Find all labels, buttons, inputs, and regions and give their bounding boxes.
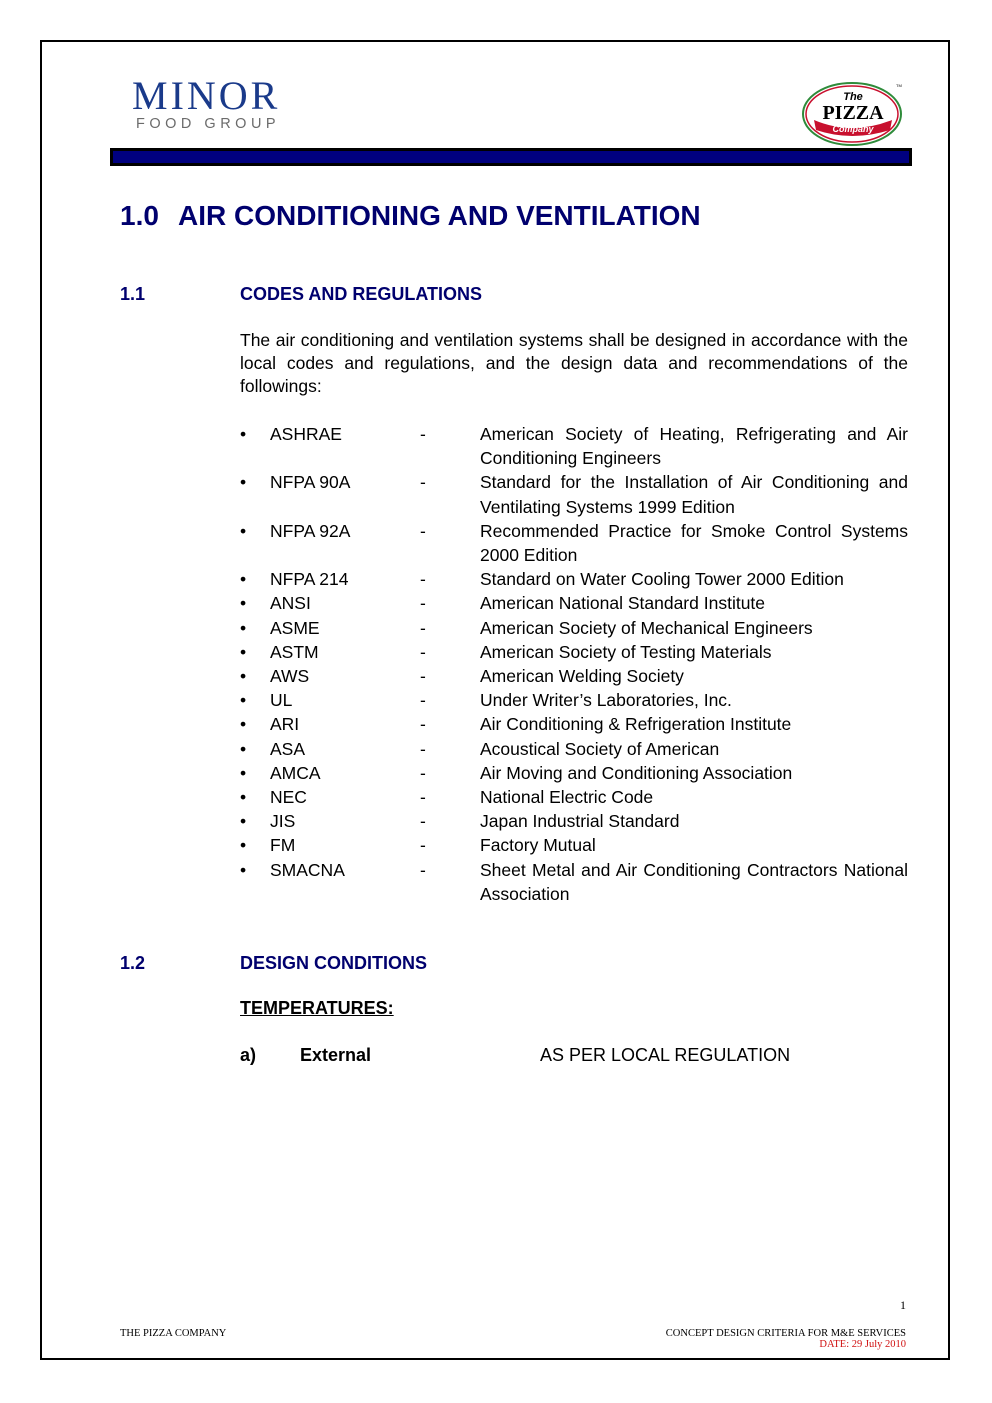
code-abbreviation: ASME	[270, 617, 320, 638]
bullet-icon: •	[240, 762, 247, 783]
bullet-icon: •	[240, 811, 247, 832]
code-description: Sheet Metal and Air Conditioning Contractors National Association	[480, 859, 908, 904]
logo-pizza-text: PIZZA	[822, 102, 884, 124]
footer-company: THE PIZZA COMPANY	[120, 1328, 227, 1339]
intro-paragraph: The air conditioning and ventilation systems shall be designed in accordance with the local codes and regulations, and the design data and recommendations of the followings:	[240, 330, 908, 396]
code-description: Air Conditioning & Refrigeration Institute	[480, 714, 792, 735]
subsection-title: DESIGN CONDITIONS	[240, 953, 428, 973]
list-item	[240, 761, 908, 785]
code-abbreviation: UL	[270, 690, 293, 711]
logo-food-group-text: FOOD GROUP	[136, 116, 281, 132]
code-description: Factory Mutual	[480, 835, 596, 856]
code-abbreviation: NFPA 214	[270, 569, 349, 590]
bullet-icon: •	[240, 593, 247, 614]
bullet-icon: •	[240, 569, 247, 590]
code-description: Standard for the Installation of Air Conditioning and Ventilating Systems 1999 Edition	[480, 472, 908, 517]
list-item	[240, 640, 908, 664]
minor-food-group-logo	[132, 73, 302, 132]
code-abbreviation: JIS	[270, 811, 296, 832]
code-abbreviation: ARI	[270, 714, 300, 735]
bullet-icon: •	[240, 690, 247, 711]
separator-dash: -	[420, 641, 426, 662]
code-abbreviation: ANSI	[270, 593, 311, 614]
code-description: Air Moving and Conditioning Association	[480, 762, 793, 783]
code-description: American Society of Heating, Refrigerating and Air Conditioning Engineers	[480, 424, 908, 469]
separator-dash: -	[420, 714, 426, 735]
separator-dash: -	[420, 593, 426, 614]
subsection-title: CODES AND REGULATIONS	[240, 284, 483, 304]
bullet-icon: •	[240, 666, 247, 687]
code-description: Recommended Practice for Smoke Control Systems 2000 Edition	[480, 520, 908, 566]
codes-list	[240, 422, 908, 906]
list-item	[240, 664, 908, 688]
code-description: Standard on Water Cooling Tower 2000 Edition	[480, 569, 844, 590]
pizza-company-logo	[800, 78, 910, 148]
separator-dash: -	[420, 762, 426, 783]
code-abbreviation: NEC	[270, 787, 307, 808]
code-description: Acoustical Society of American	[480, 738, 720, 759]
separator-dash: -	[420, 859, 426, 880]
separator-dash: -	[420, 738, 426, 759]
temperatures-label: TEMPERATURES:	[240, 998, 394, 1018]
footer-right	[666, 1328, 906, 1350]
logo-minor-text: MINOR	[132, 73, 281, 118]
footer-document-title: CONCEPT DESIGN CRITERIA FOR M&E SERVICES	[665, 1328, 906, 1339]
list-item	[240, 470, 908, 518]
list-item	[240, 737, 908, 761]
subsection-number: 1.1	[120, 284, 146, 304]
list-item	[240, 809, 908, 833]
list-item	[240, 422, 908, 470]
subsection-number: 1.2	[120, 953, 146, 973]
bullet-icon: •	[240, 641, 247, 662]
list-item	[240, 567, 908, 591]
bullet-icon: •	[240, 472, 247, 493]
bullet-icon: •	[240, 520, 247, 541]
code-abbreviation: AWS	[270, 666, 310, 687]
header-bar	[110, 148, 912, 166]
bullet-icon: •	[240, 738, 247, 759]
item-marker: a)	[240, 1045, 257, 1065]
code-abbreviation: ASA	[270, 738, 306, 759]
separator-dash: -	[420, 424, 426, 444]
code-description: American Society of Testing Materials	[480, 641, 772, 662]
code-description: National Electric Code	[480, 787, 654, 808]
separator-dash: -	[420, 569, 426, 590]
logo-company-text: Company	[832, 124, 874, 134]
separator-dash: -	[420, 690, 426, 711]
code-description: American National Standard Institute	[480, 593, 766, 614]
code-abbreviation: SMACNA	[270, 859, 345, 880]
list-item	[240, 616, 908, 640]
code-abbreviation: FM	[270, 835, 296, 856]
bullet-icon: •	[240, 617, 247, 638]
external-value: AS PER LOCAL REGULATION	[540, 1045, 791, 1065]
page-number: 1	[900, 1298, 906, 1312]
list-item	[240, 833, 908, 857]
subsection-heading-codes	[120, 284, 482, 305]
code-abbreviation: ASTM	[270, 641, 319, 662]
separator-dash: -	[420, 835, 426, 856]
code-description: Under Writer’s Laboratories, Inc.	[480, 690, 732, 711]
list-item	[240, 785, 908, 809]
section-number: 1.0	[120, 200, 159, 231]
external-temperature-row	[240, 1045, 790, 1066]
bullet-icon: •	[240, 835, 247, 856]
separator-dash: -	[420, 787, 426, 808]
bullet-icon: •	[240, 424, 247, 444]
section-title: AIR CONDITIONING AND VENTILATION	[178, 200, 701, 231]
separator-dash: -	[420, 666, 426, 687]
logo-the-text: The	[843, 91, 863, 103]
footer-date: DATE: 29 July 2010	[819, 1339, 906, 1350]
code-description: Japan Industrial Standard	[480, 811, 680, 832]
bullet-icon: •	[240, 859, 247, 880]
code-description: American Society of Mechanical Engineers	[480, 617, 813, 638]
code-description: American Welding Society	[480, 666, 684, 687]
list-item	[240, 712, 908, 736]
section-heading	[120, 200, 701, 232]
logo-tm-text: TM	[896, 83, 902, 88]
separator-dash: -	[420, 811, 426, 832]
separator-dash: -	[420, 472, 426, 493]
bullet-icon: •	[240, 714, 247, 735]
bullet-icon: •	[240, 787, 247, 808]
list-item	[240, 591, 908, 615]
code-abbreviation: NFPA 90A	[270, 472, 351, 493]
list-item	[240, 688, 908, 712]
list-item	[240, 519, 908, 567]
separator-dash: -	[420, 617, 426, 638]
external-label: External	[300, 1045, 372, 1065]
code-abbreviation: AMCA	[270, 762, 321, 783]
code-abbreviation: ASHRAE	[270, 424, 342, 444]
separator-dash: -	[420, 520, 426, 541]
subsection-heading-design	[120, 953, 427, 974]
code-abbreviation: NFPA 92A	[270, 520, 351, 541]
list-item	[240, 858, 908, 906]
